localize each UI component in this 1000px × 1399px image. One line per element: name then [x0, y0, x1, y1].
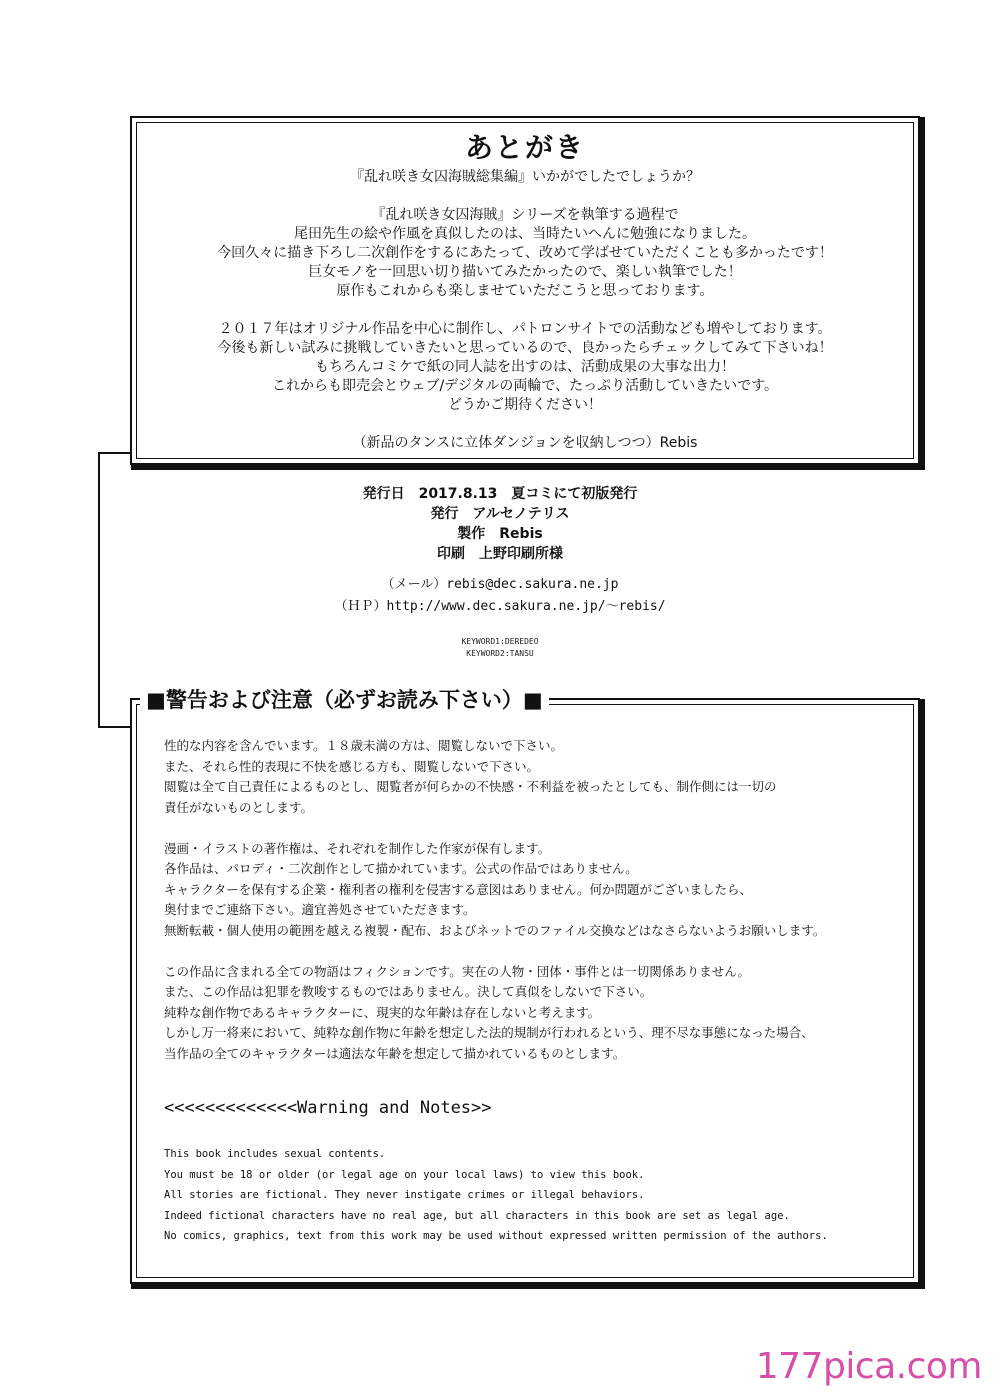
warning-body-ja: [164, 736, 898, 1064]
afterword-line: 『乱れ咲き女囚海賊総集編』いかがでしたでしょうか？: [350, 169, 700, 185]
afterword-body: [152, 168, 898, 453]
afterword-line: どうかご期待ください！: [448, 397, 602, 413]
warning-line: 純粋な創作物であるキャラクターに、現実的な年齢は存在しないと考えます。: [164, 1004, 601, 1020]
warning-line-en: This book includes sexual contents.: [164, 1148, 386, 1160]
warning-line: キャラクターを保有する企業・権利者の権利を侵害する意図はありません。何か問題がございましたら、: [164, 881, 753, 897]
warning-line: 奥付までご連絡下さい。適宜善処させていただきます。: [164, 902, 476, 917]
warning-line: 漫画・イラストの著作権は、それぞれを制作した作家が保有します。: [164, 840, 551, 856]
producer: 製作 Rebis: [457, 526, 543, 542]
afterword-box: [130, 116, 920, 465]
warning-line-en: Indeed fictional characters have no real age, but all characters in this book are set as legal age.: [164, 1209, 790, 1222]
afterword-line: もちろんコミケで紙の同人誌を出すのは、活動成果の大事な出力！: [315, 359, 735, 375]
contact-info: [0, 574, 1000, 618]
spacer: [152, 415, 898, 434]
warning-line-en: No comics, graphics, text from this work may be used without expressed written permission of the authors.: [164, 1230, 828, 1242]
warning-line: 無断転載・個人使用の範囲を越える複製・配布、およびネットでのファイル交換などはなさらないようお願いします。: [164, 922, 826, 938]
warning-body-en: [164, 1144, 828, 1247]
keyword-1: KEYWORD1:DEREDEO: [461, 637, 539, 646]
afterword-line: ２０１７年はオリジナル作品を中心に制作し、パトロンサイトでの活動なども増やしております。: [218, 321, 832, 337]
warning-line-en: All stories are fictional. They never instigate crimes or illegal behaviors.: [164, 1189, 645, 1201]
warning-line: この作品に含まれる全ての物語はフィクションです。実在の人物・団体・事件とは一切関係ありません。: [164, 963, 751, 979]
afterword-line: これからも即売会とウェブ/デジタルの両輪で、たっぷり活動していきたいです。: [272, 378, 778, 394]
site-watermark: 177pica.com: [755, 1346, 982, 1387]
afterword-line: 原作もこれからも楽しませていただこうと思っております。: [336, 283, 714, 299]
afterword-line: （新品のタンスに立体ダンジョンを収納しつつ）Rebis: [352, 435, 698, 451]
warning-title-en: <<<<<<<<<<<<<Warning and Notes>>: [164, 1098, 492, 1118]
mail-address: （メール）rebis@dec.sakura.ne.jp: [381, 577, 619, 592]
afterword-line: 尾田先生の絵や作風を真似したのは、当時たいへんに勉強になりました。: [294, 226, 756, 242]
spacer: [164, 818, 898, 839]
warning-line: 閲覧は全て自己責任によるものとし、閲覧者が何らかの不快感・不利益を被ったとしても、制作側には一切の: [164, 779, 777, 794]
warning-line: 責任がないものとします。: [164, 799, 314, 815]
publisher: 発行 アルセノテリス: [430, 506, 570, 522]
afterword-line: 『乱れ咲き女囚海賊』シリーズを執筆する過程で: [371, 207, 679, 223]
spacer: [152, 187, 898, 206]
spacer: [152, 301, 898, 320]
keyword-2: KEYWORD2:TANSU: [466, 649, 534, 658]
connector-line: [98, 726, 132, 728]
printer: 印刷 上野印刷所様: [437, 546, 563, 562]
warning-title: ■警告および注意（必ずお読み下さい）■: [140, 685, 549, 715]
warning-line: また、この作品は犯罪を教唆するものではありません。決して真似をしないで下さい。: [164, 984, 653, 999]
warning-line: 当作品の全てのキャラクターは適法な年齢を想定して描かれているものとします。: [164, 1045, 626, 1061]
warning-box: [130, 698, 920, 1284]
warning-line: 各作品は、パロディ・二次創作として描かれています。公式の作品ではありません。: [164, 861, 638, 876]
afterword-line: 巨女モノを一回思い切り描いてみたかったので、楽しい執筆でした！: [308, 264, 742, 280]
keywords: [0, 636, 1000, 660]
connector-line: [98, 452, 132, 454]
homepage-url: （ＨＰ）http://www.dec.sakura.ne.jp/～rebis/: [334, 599, 666, 614]
warning-line: 性的な内容を含んでいます。１８歳未満の方は、閲覧しないで下さい。: [164, 738, 564, 753]
warning-line: しかし万一将来において、純粋な創作物に年齢を想定した法的規制が行われるという、理不尽な事態になった場合、: [164, 1025, 814, 1040]
afterword-title: あとがき: [464, 131, 585, 164]
warning-line: また、それら性的表現に不快を感じる方も、閲覧しないで下さい。: [164, 758, 540, 774]
issue-date: 発行日 2017.8.13 夏コミにて初版発行: [362, 486, 638, 502]
warning-line-en: You must be 18 or older (or legal age on your local laws) to view this book.: [164, 1168, 645, 1181]
afterword-line: 今後も新しい試みに挑戦していきたいと思っているので、良かったらチェックしてみて下さいね！: [217, 340, 833, 356]
afterword-line: 今回久々に描き下ろし二次創作をするにあたって、改めて学ばせていただくことも多かったです！: [217, 245, 833, 261]
colophon: [0, 484, 1000, 618]
spacer: [164, 941, 898, 962]
